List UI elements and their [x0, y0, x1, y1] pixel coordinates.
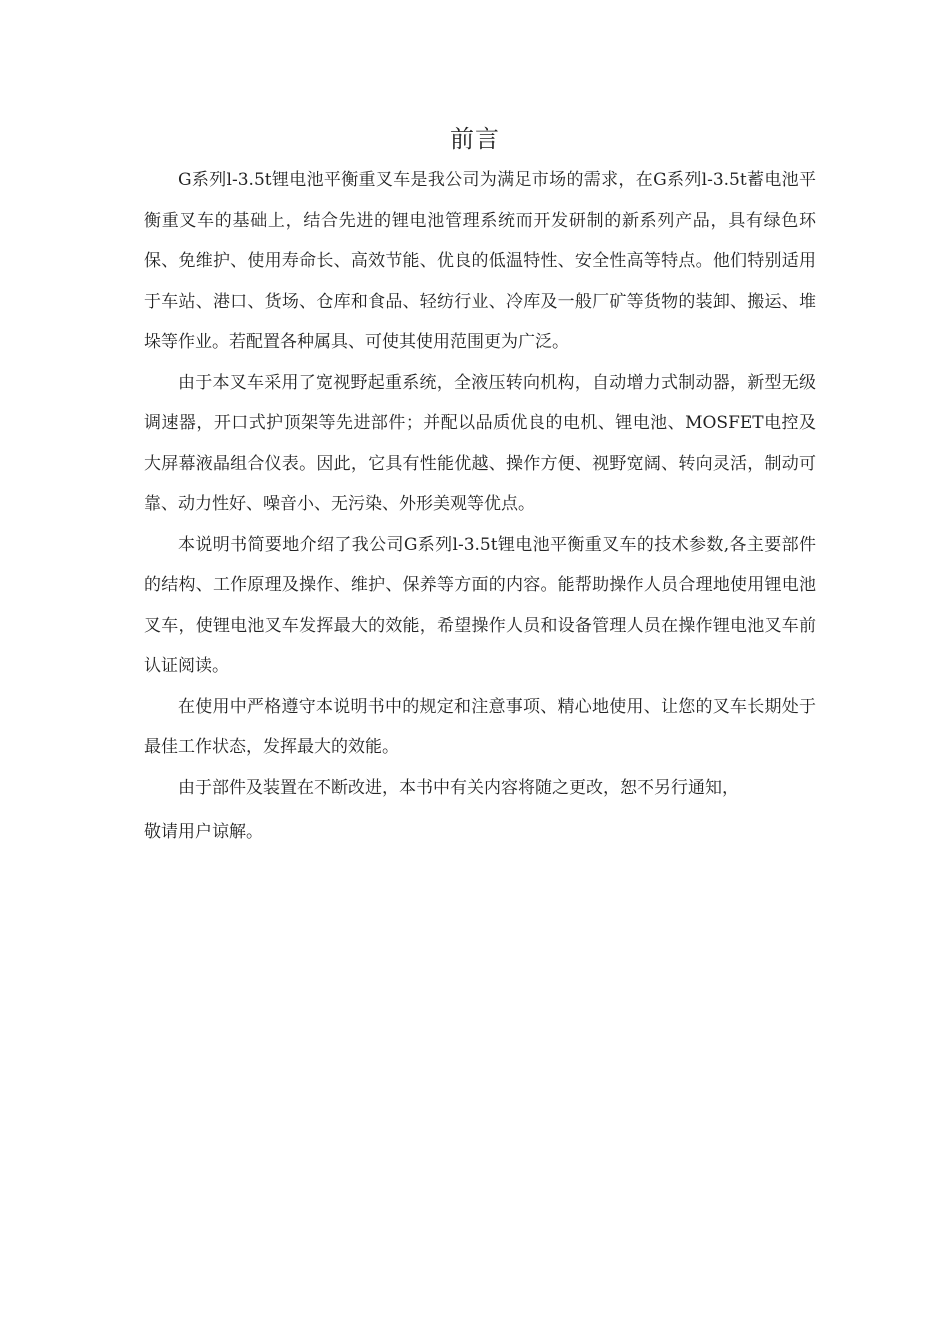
preface-paragraph-4: 在使用中严格遵守本说明书中的规定和注意事项、精心地使用、让您的叉车长期处于最佳工作状态，发挥最大的效能。	[144, 696, 816, 757]
preface-paragraph-5-line-1: 由于部件及装置在不断改进，本书中有关内容将随之更改，恕不另行通知，	[178, 777, 739, 798]
page-title: 前言	[450, 125, 500, 153]
preface-body	[144, 160, 816, 853]
preface-paragraph-3: 本说明书简要地介绍了我公司G系列l-3.5t锂电池平衡重叉车的技术参数,各主要部件的结构、工作原理及操作、维护、保养等方面的内容。能帮助操作人员合理地使用锂电池叉车，使锂电池叉车发挥最大的效能，希望操作人员和设备管理人员在操作锂电池叉车前认证阅读。	[144, 534, 816, 676]
preface-paragraph-5	[144, 768, 816, 853]
preface-paragraph-2: 由于本叉车采用了宽视野起重系统，全液压转向机构，自动增力式制动器，新型无级调速器，开口式护顶架等先进部件；并配以品质优良的电机、锂电池、MOSFET电控及大屏幕液晶组合仪表。因此，它具有性能优越、操作方便、视野宽阔、转向灵活，制动可靠、动力性好、噪音小、无污染、外形美观等优点。	[144, 372, 816, 514]
preface-paragraph-5-line-2: 敬请用户谅解。	[144, 822, 263, 842]
preface-paragraph-1: G系列l-3.5t锂电池平衡重叉车是我公司为满足市场的需求，在G系列l-3.5t蓄电池平衡重叉车的基础上，结合先进的锂电池管理系统而开发研制的新系列产品，具有绿色环保、免维护、使用寿命长、高效节能、优良的低温特性、安全性高等特点。他们特别适用于车站、港口、货场、仓库和食品、轻纺行业、冷库及一般厂矿等货物的装卸、搬运、堆垛等作业。若配置各种属具、可使其使用范围更为广泛。	[144, 170, 816, 352]
